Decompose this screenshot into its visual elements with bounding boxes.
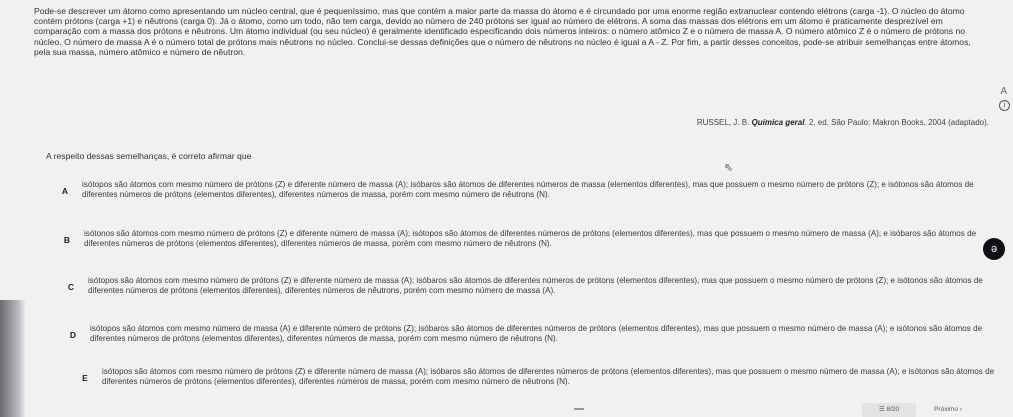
answer-option-b[interactable]	[60, 229, 1013, 259]
info-icon[interactable]: i	[999, 100, 1010, 111]
question-stem: A respeito dessas semelhanças, é correto afirmar que	[46, 151, 252, 161]
option-letter: A	[61, 186, 69, 196]
option-text: isótonos são átomos com mesmo número de prótons (Z) e diferente número de massa (A); isótopos são átomos de diferentes números de prótons (elementos diferentes), mas que possuem o mesmo número de massa (A); e isóbaros são átomos de diferentes números de prótons (elementos diferentes), diferentes números de massa, porém com mesmo número de nêutrons (N).	[84, 229, 977, 248]
citation-prefix: RUSSEL, J. B.	[696, 118, 752, 127]
next-button[interactable]: Próximo ›	[934, 406, 962, 413]
mouse-cursor-icon: ⇖	[724, 162, 734, 174]
scroll-indicator	[574, 408, 584, 410]
answer-option-d[interactable]	[66, 324, 1013, 354]
option-text: isótopos são átomos com mesmo número de prótons (Z) e diferente número de massa (A); isóbaros são átomos de diferentes números de prótons (elementos diferentes), mas que possuem o mesmo número de massa (A); e isótonos são átomos de diferentes números de prótons (elementos diferentes), diferentes números de massa, porém com mesmo número de nêutrons (N).	[102, 367, 995, 386]
option-text: isótopos são átomos com mesmo número de prótons (Z) e diferente número de massa (A); isóbaros são átomos de diferentes números de massa (elementos diferentes), mas que possuem o mesmo número de prótons (Z); e isótonos são átomos de diferentes números de prótons (elementos diferentes), diferentes números de massa, porém com mesmo número de nêutrons (N).	[82, 180, 974, 199]
chat-icon[interactable]: ǝ	[983, 238, 1005, 260]
citation-title: Química geral	[751, 118, 805, 127]
answer-option-e[interactable]	[78, 367, 1013, 397]
question-counter-button[interactable]: ☰ 8/20	[862, 403, 916, 417]
option-text: isótopos são átomos com mesmo número de massa (A) e diferente número de prótons (Z); isóbaros são átomos de diferentes números de prótons (elementos diferentes), mas que possuem o mesmo número de massa (A); e isótonos são átomos de diferentes números de prótons (elementos diferentes), diferentes números de massa, porém com mesmo número de nêutrons (N).	[90, 324, 983, 343]
font-size-toggle[interactable]: A	[1000, 86, 1007, 97]
option-letter: D	[69, 330, 77, 340]
citation-suffix: . 2. ed. São Paulo: Makron Books, 2004 (adaptado).	[804, 118, 989, 127]
option-letter: B	[63, 235, 71, 245]
question-passage: Pode-se descrever um átomo como apresentando um núcleo central, que é pequeníssimo, mas que contém a maior parte da massa do átomo e é circundado por uma enorme região extranuclear contendo elétrons (carga -1). O núcleo do átomo contém prótons (carga +1) e nêutrons (carga 0). Já o átomo, como um todo, não tem carga, devido ao número de 240 prótons ser igual ao número de elétrons. A soma das massas dos elétrons em um átomo é praticamente desprezível em comparação com a massa dos prótons e nêutrons. Um átomo individual (ou seu núcleo) é geralmente identificado especificando dois números inteiros: o número atômico Z e o número de massa A. O número atômico Z é o número de prótons no núcleo. O número de massa A é o número total de prótons mais nêutrons no núcleo. Conclui-se dessas definições que o número de nêutrons no núcleo é igual a A - Z. Por fim, a partir desses conceitos, pode-se atribuir semelhanças entre átomos, pela sua massa, número atômico e número de nêutron.	[34, 6, 971, 57]
option-letter: C	[67, 282, 75, 292]
option-letter: E	[82, 373, 88, 383]
bottom-navigation	[0, 402, 1013, 417]
option-text: isótopos são átomos com mesmo número de prótons (Z) e diferente número de massa (A); isóbaros são átomos de diferentes números de prótons (elementos diferentes), mas que possuem o mesmo número de prótons (Z); e isótonos são átomos de diferentes números de prótons (elementos diferentes), diferentes números de nêutrons, porém com mesmo número de massa (A).	[88, 276, 983, 295]
answer-option-a[interactable]	[58, 180, 1013, 210]
answer-option-c[interactable]	[64, 276, 1013, 306]
